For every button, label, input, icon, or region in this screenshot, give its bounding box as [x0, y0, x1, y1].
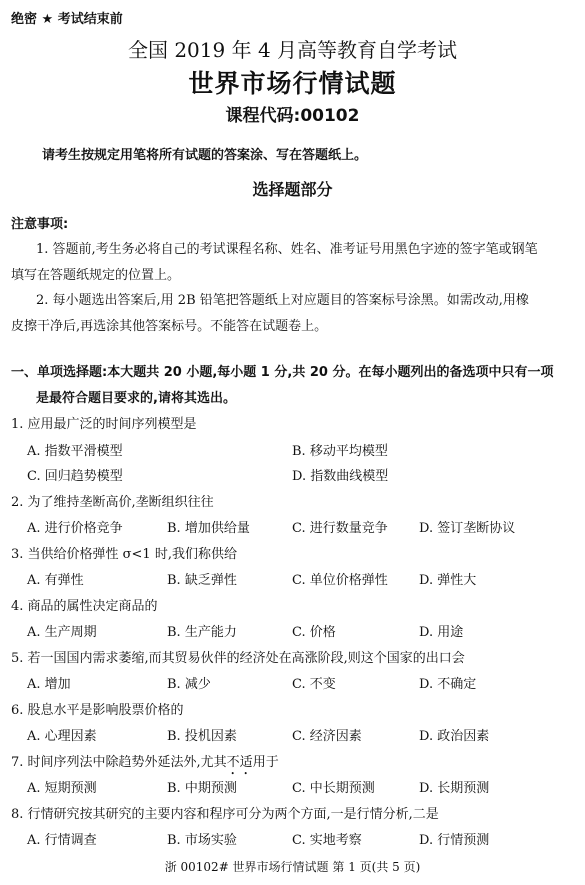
note-1-line-2: 填写在答题纸规定的位置上。 [11, 268, 181, 283]
question-7-stem [11, 751, 279, 778]
question-2-option-b: B. 增加供给量 [167, 521, 250, 536]
question-5-option-b: B. 减少 [167, 677, 211, 692]
question-4-stem: 4. 商品的属性决定商品的 [11, 599, 158, 614]
question-3-option-a: A. 有弹性 [27, 573, 84, 588]
question-4-option-b: B. 生产能力 [167, 625, 237, 640]
question-2-option-c: C. 进行数量竞争 [292, 521, 388, 536]
question-6-option-c: C. 经济因素 [292, 729, 362, 744]
question-7-stem-pre: 7. 时间序列法中除趋势外延法外,尤其 [11, 755, 227, 770]
instruction: 请考生按规定用笔将所有试题的答案涂、写在答题纸上。 [42, 148, 368, 163]
notes-title: 注意事项: [11, 217, 69, 232]
question-7-option-a: A. 短期预测 [27, 781, 97, 796]
question-6-stem: 6. 股息水平是影响股票价格的 [11, 703, 184, 718]
question-3-option-d: D. 弹性大 [419, 573, 477, 588]
question-5-option-c: C. 不变 [292, 677, 336, 692]
part-title: 选择题部分 [252, 180, 333, 199]
question-4-option-d: D. 用途 [419, 625, 464, 640]
subject-title: 世界市场行情试题 [188, 69, 397, 98]
question-7-option-b: B. 中期预测 [167, 781, 237, 796]
question-5-option-d: D. 不确定 [419, 677, 477, 692]
question-7-option-c: C. 中长期预测 [292, 781, 375, 796]
question-1-option-b: B. 移动平均模型 [292, 444, 388, 459]
question-8-option-b: B. 市场实验 [167, 833, 237, 848]
question-8-option-c: C. 实地考察 [292, 833, 362, 848]
question-8-stem: 8. 行情研究按其研究的主要内容和程序可分为两个方面,一是行情分析,二是 [11, 807, 439, 822]
question-2-stem: 2. 为了维持垄断高价,垄断组织往往 [11, 495, 214, 510]
question-2-option-a: A. 进行价格竞争 [27, 521, 123, 536]
question-1-option-d: D. 指数曲线模型 [292, 469, 389, 484]
confidential-label: 绝密 ★ 考试结束前 [11, 12, 123, 27]
question-3-stem: 3. 当供给价格弹性 σ<1 时,我们称供给 [11, 547, 237, 562]
page-footer: 浙 00102# 世界市场行情试题 第 1 页(共 5 页) [164, 860, 421, 874]
question-1-stem: 1. 应用最广泛的时间序列模型是 [11, 417, 197, 432]
course-code: 课程代码:00102 [225, 106, 360, 126]
question-7-stem-post: 用于 [252, 755, 279, 770]
section-1-heading-cont: 是最符合题目要求的,请将其选出。 [36, 391, 236, 406]
note-2-line-2: 皮擦干净后,再选涂其他答案标号。不能答在试题卷上。 [11, 319, 328, 334]
question-5-option-a: A. 增加 [27, 677, 71, 692]
question-2-option-d: D. 签订垄断协议 [419, 521, 516, 536]
question-8-option-a: A. 行情调查 [27, 833, 97, 848]
question-4-option-c: C. 价格 [292, 625, 336, 640]
question-4-option-a: A. 生产周期 [27, 625, 97, 640]
question-7-emphasis: 不适 [226, 755, 253, 770]
question-3-option-b: B. 缺乏弹性 [167, 573, 237, 588]
exam-title: 全国 2019 年 4 月高等教育自学考试 [127, 38, 458, 62]
question-3-option-c: C. 单位价格弹性 [292, 573, 388, 588]
question-6-option-a: A. 心理因素 [27, 729, 97, 744]
note-2-line-1: 2. 每小题选出答案后,用 2B 铅笔把答题纸上对应题目的答案标号涂黑。如需改动,用橡 [36, 293, 529, 308]
section-1-heading: 一、单项选择题:本大题共 20 小题,每小题 1 分,共 20 分。在每小题列出的备选项中只有一项 [11, 365, 554, 380]
question-6-option-b: B. 投机因素 [167, 729, 237, 744]
note-1-line-1: 1. 答题前,考生务必将自己的考试课程名称、姓名、准考证号用黑色字迹的签字笔或钢笔 [36, 242, 538, 257]
question-6-option-d: D. 政治因素 [419, 729, 490, 744]
question-1-option-a: A. 指数平滑模型 [27, 444, 123, 459]
question-1-option-c: C. 回归趋势模型 [27, 469, 123, 484]
question-5-stem: 5. 若一国国内需求萎缩,而其贸易伙伴的经济处在高涨阶段,则这个国家的出口会 [11, 651, 465, 666]
question-8-option-d: D. 行情预测 [419, 833, 490, 848]
question-7-option-d: D. 长期预测 [419, 781, 490, 796]
